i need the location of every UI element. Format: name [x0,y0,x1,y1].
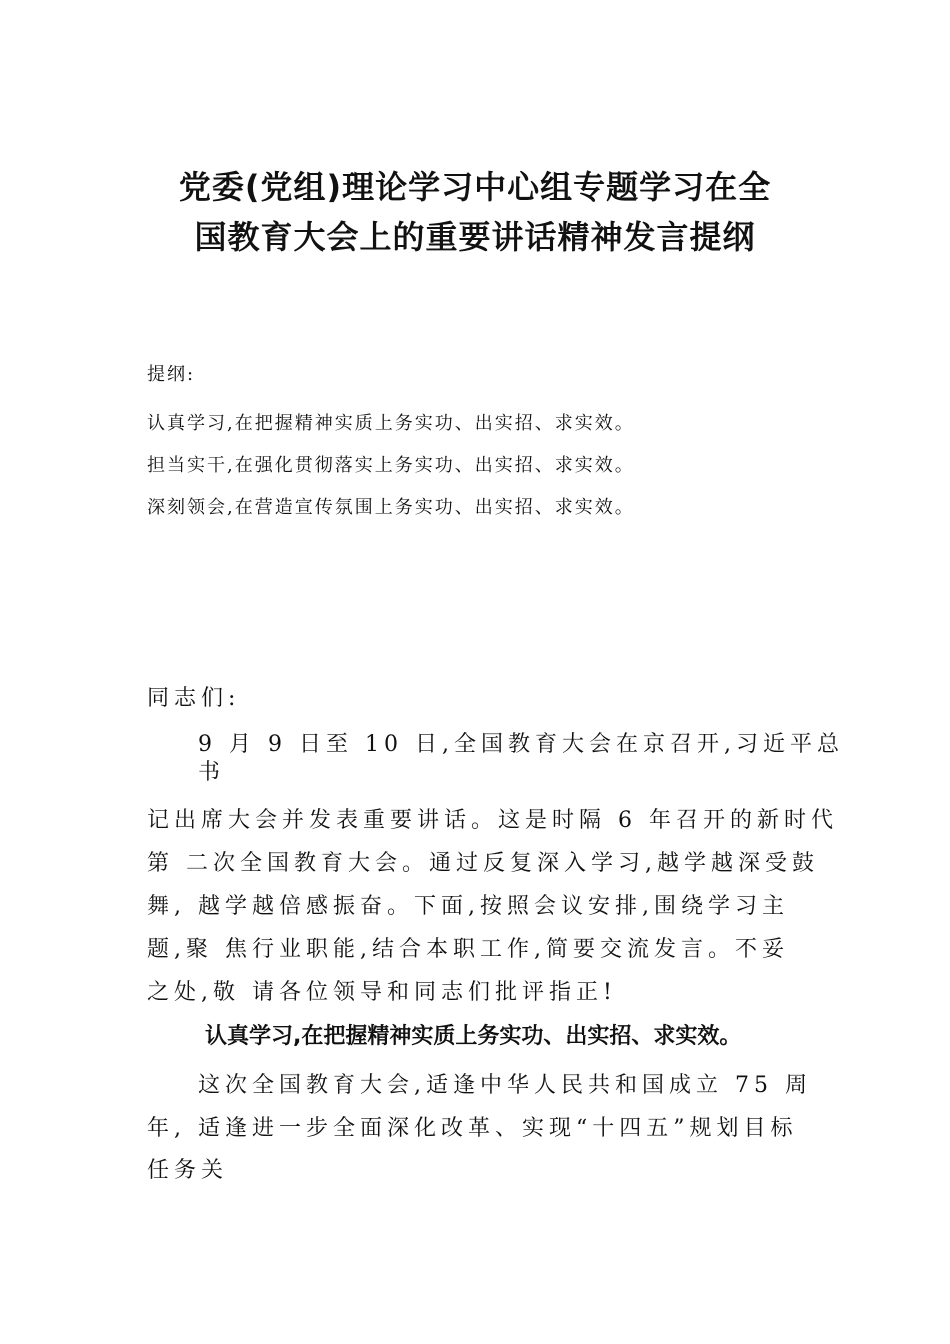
paragraph-1-line-2: 书 [198,760,226,785]
section-heading: 认真学习,在把握精神实质上务实功、出实招、求实效。 [205,1024,742,1049]
outline-item-1: 认真学习,在把握精神实质上务实功、出实招、求实效。 [147,413,635,434]
paragraph-2-line-1: 这次全国教育大会,适逢中华人民共和国成立 75 周 [198,1073,812,1098]
outline-item-3: 深刻领会,在营造宣传氛围上务实功、出实招、求实效。 [147,497,635,518]
outline-item-2: 担当实干,在强化贯彻落实上务实功、出实招、求实效。 [147,455,635,476]
paragraph-2-line-3: 任务关 [147,1158,229,1183]
document-title-line-2: 国教育大会上的重要讲话精神发言提纲 [194,218,756,256]
paragraph-1-line-3: 记出席大会并发表重要讲话。这是时隔 6 年召开的新时代 [147,808,838,833]
outline-label: 提纲: [147,364,196,385]
paragraph-1-line-5: 舞, 越学越倍感振奋。下面,按照会议安排,围绕学习主 [147,894,789,919]
document-title-line-1: 党委(党组)理论学习中心组专题学习在全 [178,168,772,206]
paragraph-2-line-2: 年, 适逢进一步全面深化改革、实现“十四五”规划目标 [147,1116,798,1141]
paragraph-1-line-1: 9 月 9 日至 10 日,全国教育大会在京召开,习近平总 [198,732,844,757]
paragraph-1-line-4: 第 二次全国教育大会。通过反复深入学习,越学越深受鼓 [147,851,819,876]
paragraph-1-line-6: 题,聚 焦行业职能,结合本职工作,简要交流发言。不妥 [147,937,789,962]
salutation: 同志们: [147,686,241,711]
paragraph-1-line-7: 之处,敬 请各位领导和同志们批评指正! [147,980,617,1005]
